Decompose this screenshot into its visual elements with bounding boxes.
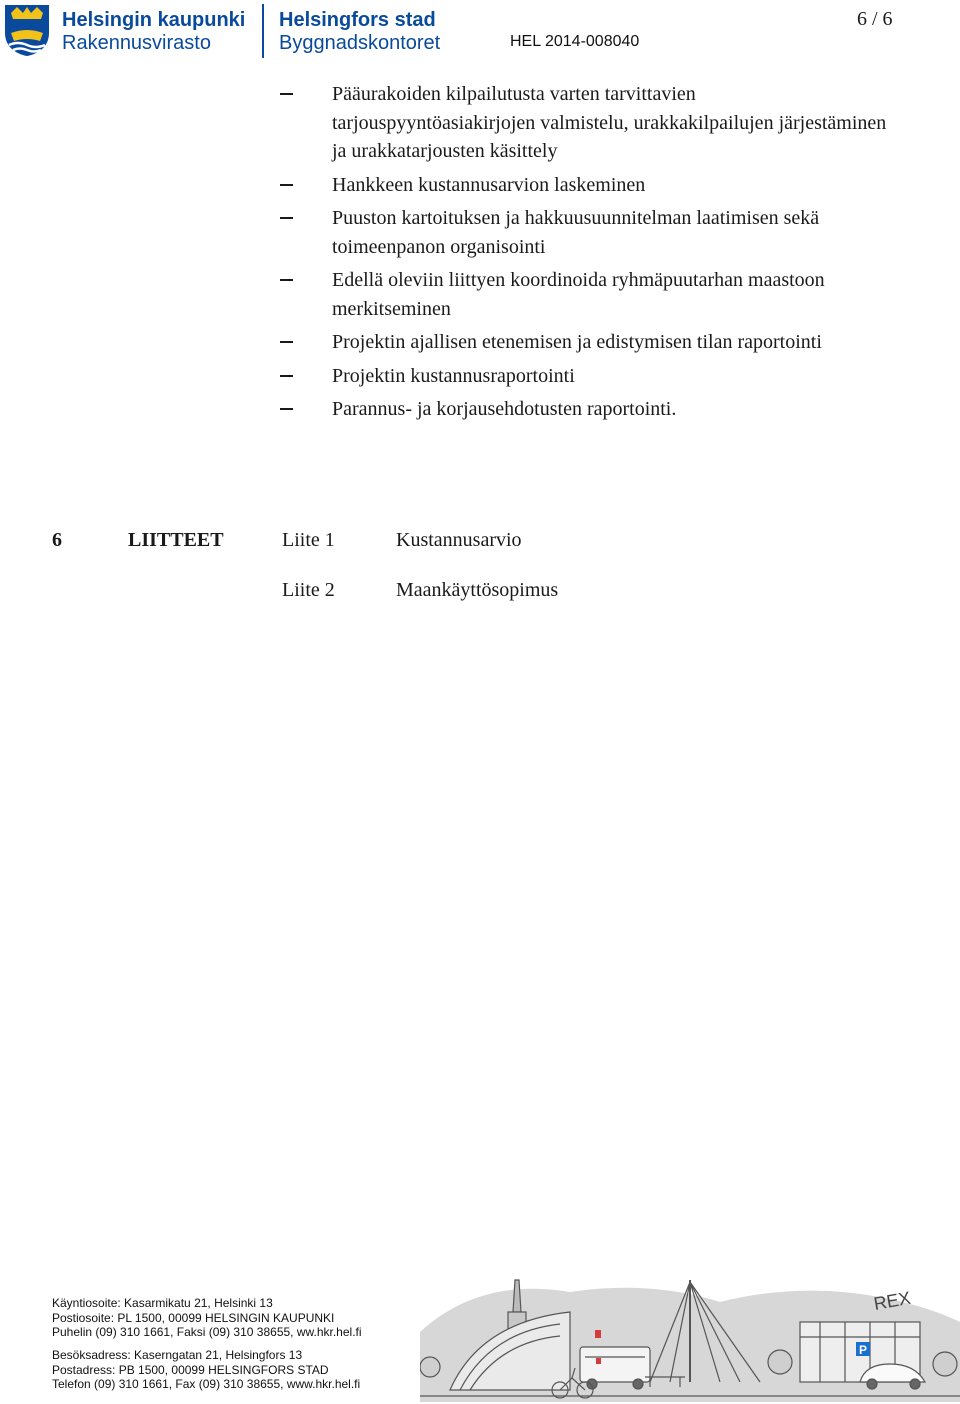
list-item-text: Projektin kustannusraportointi (332, 364, 575, 387)
rex-sign: REX (872, 1287, 913, 1314)
list-item (280, 266, 900, 323)
list-item (280, 204, 900, 261)
dash-bullet-icon (280, 375, 293, 377)
page-number: 6 / 6 (857, 8, 893, 30)
attachment-label: Liite 1 (282, 529, 335, 551)
footer-line: Puhelin (09) 310 1661, Faksi (09) 310 38655, ww.hkr.hel.fi (52, 1325, 362, 1339)
dash-bullet-icon (280, 93, 293, 95)
dash-bullet-icon (280, 279, 293, 281)
attachment-name: Maankäyttösopimus (396, 579, 559, 601)
helsinki-coat-of-arms-icon (3, 3, 51, 57)
list-item (280, 80, 900, 166)
list-item (280, 328, 900, 357)
org-sv-city: Helsingfors stad (279, 9, 436, 31)
list-item (280, 395, 900, 424)
footer-line: Telefon (09) 310 1661, Fax (09) 310 38655, www.hkr.hel.fi (52, 1377, 361, 1391)
footer-line: Besöksadress: Kaserngatan 21, Helsingfors 13 (52, 1348, 303, 1362)
org-sv-dept: Byggnadskontoret (279, 32, 441, 54)
list-item (280, 171, 900, 200)
footer-line: Käyntiosoite: Kasarmikatu 21, Helsinki 13 (52, 1296, 273, 1310)
list-item-text: Projektin ajallisen etenemisen ja edistymisen tilan raportointi (332, 331, 822, 353)
list-item-text: Edellä oleviin liittyen koordinoida ryhmäpuutarhan maastoon merkitseminen (332, 269, 825, 320)
list-item-text: Pääurakoiden kilpailutusta varten tarvittavien tarjouspyyntöasiakirjojen valmistelu, urakkakilpailujen järjestäminen ja urakkatarjousten käsittely (332, 83, 887, 162)
attachment-label: Liite 2 (282, 579, 335, 601)
footer-line: Postiosoite: PL 1500, 00099 HELSINGIN KAUPUNKI (52, 1310, 335, 1325)
city-illustration (420, 1272, 960, 1402)
section-title: LIITTEET (128, 529, 224, 551)
footer-fi-address (52, 1296, 362, 1340)
section-number: 6 (52, 529, 62, 551)
footer-line: Postadress: PB 1500, 00099 HELSINGFORS STAD (52, 1362, 329, 1377)
document-id: HEL 2014-008040 (510, 33, 640, 50)
list-item-text: Puuston kartoituksen ja hakkuusuunnitelman laatimisen sekä toimeenpanon organisointi (332, 207, 820, 258)
attachment-name: Kustannusarvio (396, 529, 522, 551)
dash-bullet-icon (280, 184, 293, 186)
footer-sv-address (52, 1348, 360, 1392)
dash-bullet-icon (280, 217, 293, 219)
header-divider (262, 4, 264, 58)
dash-bullet-icon (280, 408, 293, 410)
parking-sign-icon: P (859, 1343, 868, 1357)
org-fi-dept: Rakennusvirasto (62, 32, 211, 54)
task-list (280, 80, 900, 429)
org-fi-city: Helsingin kaupunki (62, 9, 246, 31)
dash-bullet-icon (280, 341, 293, 343)
list-item (280, 362, 900, 391)
list-item-text: Hankkeen kustannusarvion laskeminen (332, 173, 646, 196)
list-item-text: Parannus- ja korjausehdotusten raportointi. (332, 398, 677, 420)
